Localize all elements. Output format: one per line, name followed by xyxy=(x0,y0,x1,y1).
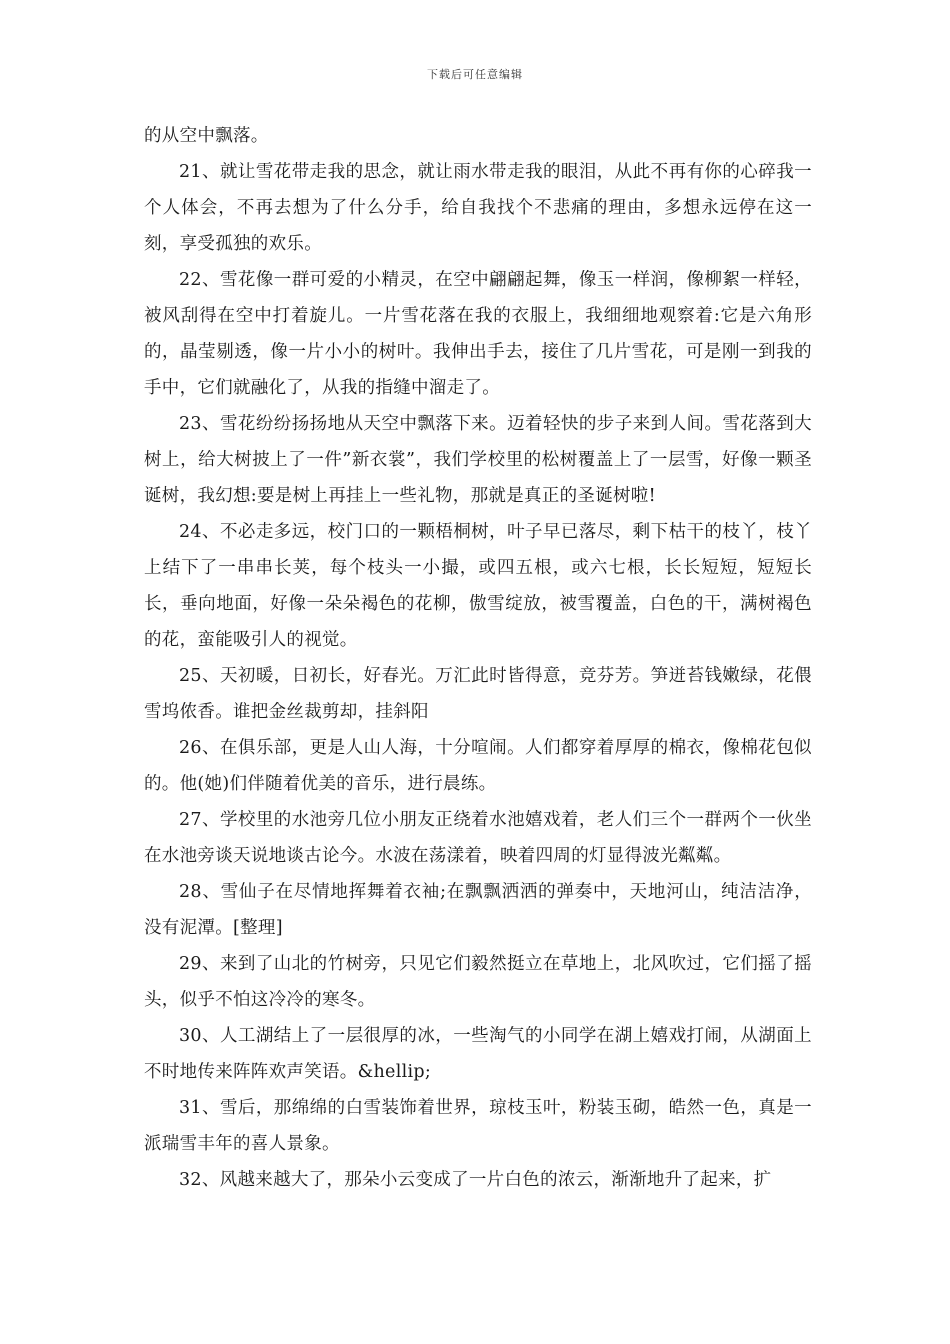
paragraph: 22、雪花像一群可爱的小精灵，在空中翩翩起舞，像玉一样润，像柳絮一样轻，被风刮得在空中打着旋儿。一片雪花落在我的衣服上，我细细地观察着:它是六角形的，晶莹剔透，像一片小小的树叶。我伸出手去，接住了几片雪花，可是刚一到我的手中，它们就融化了，从我的指缝中溜走了。 xyxy=(144,270,812,398)
paragraph: 的从空中飘落。 xyxy=(144,126,269,146)
paragraph: 25、天初暖，日初长，好春光。万汇此时皆得意，竞芬芳。笋迸苔钱嫩绿，花偎雪坞侬香。谁把金丝裁剪却，挂斜阳 xyxy=(144,666,812,722)
paragraph: 26、在俱乐部，更是人山人海，十分喧闹。人们都穿着厚厚的棉衣，像棉花包似的。他(她)们伴随着优美的音乐，进行晨练。 xyxy=(144,738,812,794)
paragraph: 29、来到了山北的竹树旁，只见它们毅然挺立在草地上，北风吹过，它们摇了摇头，似乎不怕这冷冷的寒冬。 xyxy=(144,954,812,1010)
paragraph: 32、风越来越大了，那朵小云变成了一片白色的浓云，渐渐地升了起来，扩 xyxy=(179,1170,772,1190)
page-header: 下载后可任意编辑 xyxy=(427,68,523,81)
paragraph: 31、雪后，那绵绵的白雪装饰着世界，琼枝玉叶，粉装玉砌，皓然一色，真是一派瑞雪丰年的喜人景象。 xyxy=(144,1098,812,1154)
paragraph: 28、雪仙子在尽情地挥舞着衣袖;在飘飘洒洒的弹奏中，天地河山，纯洁洁净，没有泥潭。[整理] xyxy=(144,882,812,938)
paragraph: 24、不必走多远，校门口的一颗梧桐树，叶子早已落尽，剩下枯干的枝丫，枝丫上结下了一串串长荚，每个枝头一小撮，或四五根，或六七根，长长短短，短短长长，垂向地面，好像一朵朵褐色的花柳，傲雪绽放，被雪覆盖，白色的干，满树褐色的花，蛮能吸引人的视觉。 xyxy=(144,522,812,650)
paragraph: 30、人工湖结上了一层很厚的冰，一些淘气的小同学在湖上嬉戏打闹，从湖面上不时地传来阵阵欢声笑语。&hellip; xyxy=(144,1026,812,1082)
paragraph: 21、就让雪花带走我的思念，就让雨水带走我的眼泪，从此不再有你的心碎我一个人体会，不再去想为了什么分手，给自我找个不悲痛的理由，多想永远停在这一刻，享受孤独的欢乐。 xyxy=(144,162,812,254)
paragraph: 23、雪花纷纷扬扬地从天空中飘落下来。迈着轻快的步子来到人间。雪花落到大树上，给大树披上了一件”新衣裳”，我们学校里的松树覆盖上了一层雪，好像一颗圣诞树，我幻想:要是树上再挂上一些礼物，那就是真正的圣诞树啦! xyxy=(144,414,812,506)
document-body xyxy=(144,118,812,1198)
paragraph: 27、学校里的水池旁几位小朋友正绕着水池嬉戏着，老人们三个一群两个一伙坐在水池旁谈天说地谈古论今。水波在荡漾着，映着四周的灯显得波光粼粼。 xyxy=(144,810,812,866)
